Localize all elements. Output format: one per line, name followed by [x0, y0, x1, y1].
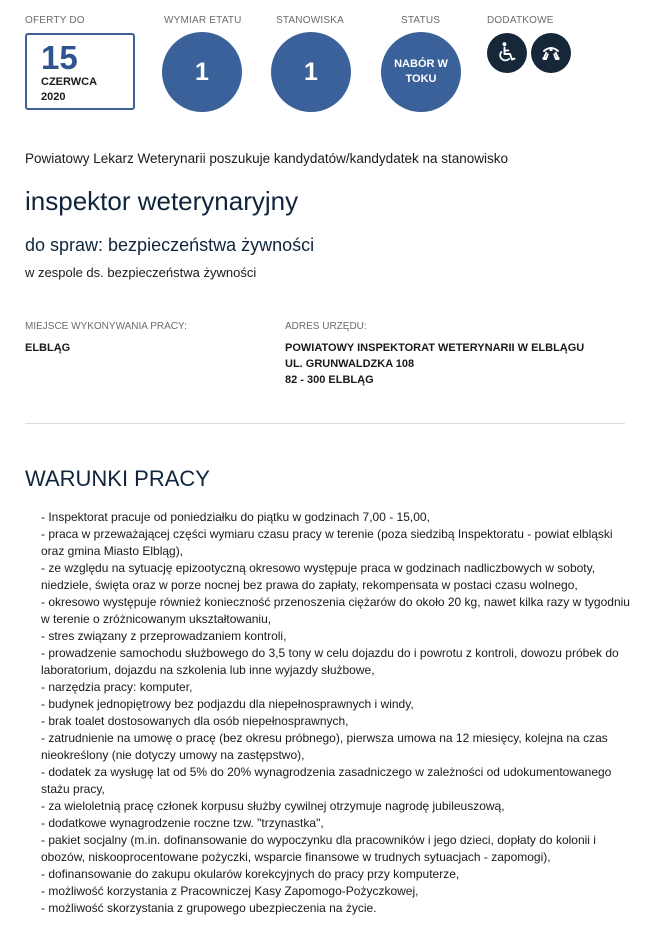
extra-label: DODATKOWE: [487, 15, 554, 26]
condition-item: - brak toalet dostosowanych dla osób niepełnosprawnych,: [41, 714, 349, 728]
condition-item: - za wieloletnią pracę członek korpusu służby cywilnej otrzymuje nagrodę jubileuszową,: [41, 799, 505, 813]
etat-value: 1: [195, 57, 209, 86]
address-label: ADRES URZĘDU:: [285, 321, 367, 332]
condition-item: - budynek jednopiętrowy bez podjazdu dla niepełnosprawnych i windy,: [41, 697, 414, 711]
workplace-value: ELBLĄG: [25, 342, 71, 354]
condition-item: - narzędzia pracy: komputer,: [41, 680, 193, 694]
condition-item: - możliwość skorzystania z grupowego ubezpieczenia na życie.: [41, 901, 377, 915]
condition-item: - dodatek za wysługę lat od 5% do 20% wynagrodzenia zasadniczego w zależności od udokumentowanego stażu pracy,: [41, 765, 612, 796]
job-subtitle: do spraw: bezpieczeństwa żywności: [25, 235, 315, 255]
conditions-list: [41, 509, 631, 917]
workplace-label: MIEJSCE WYKONYWANIA PRACY:: [25, 321, 187, 332]
offer-summary-bar: [0, 0, 655, 120]
deadline-month: CZERWCA: [41, 76, 98, 88]
condition-item: - zatrudnienie na umowę o pracę (bez okresu próbnego), pierwsza umowa na 12 miesięcy, kolejna na czas nieokreślony (nie dotyczy umowy na zastępstwo),: [41, 731, 608, 762]
hearing-loop-icon: [531, 33, 571, 73]
condition-item: - okresowo występuje również konieczność przenoszenia ciężarów do około 20 kg, nawet kilka razy w tygodniu w terenie o zróżnicowanym ukształtowaniu,: [41, 595, 630, 626]
conditions-title: WARUNKI PRACY: [25, 466, 210, 491]
deadline-year: 2020: [41, 91, 66, 103]
condition-item: - możliwość korzystania z Pracowniczej Kasy Zapomogo-Pożyczkowej,: [41, 884, 419, 898]
positions-value: 1: [304, 57, 318, 86]
address-line-2: UL. GRUNWALDZKA 108: [285, 358, 415, 370]
offer-deadline-box: [25, 33, 135, 110]
etat-badge: [162, 32, 242, 112]
address-line-3: 82 - 300 ELBLĄG: [285, 374, 374, 386]
condition-item: - Inspektorat pracuje od poniedziałku do piątku w godzinach 7,00 - 15,00,: [41, 510, 430, 524]
condition-item: - ze względu na sytuację epizootyczną okresowo występuje praca w godzinach nadliczbowych w soboty, niedziele, święta oraz w porze nocnej bez prawa do zapłaty, rekompensata w postaci czasu wolnego,: [41, 561, 596, 592]
condition-item: - dofinansowanie do zakupu okularów korekcyjnych do pracy przy komputerze,: [41, 867, 460, 881]
address-line-1: POWIATOWY INSPEKTORAT WETERYNARII W ELBLĄGU: [285, 342, 585, 354]
status-badge: [381, 32, 461, 112]
condition-item: - pakiet socjalny (m.in. dofinansowanie do wypoczynku dla pracowników i jego dzieci, dopłaty do kolonii i obozów, niskooprocentowane pożyczki, wsparcie finansowe w trudnych sytuacjach - zapomogi),: [41, 833, 596, 864]
job-lead-text: Powiatowy Lekarz Weterynarii poszukuje kandydatów/kandydatek na stanowisko: [25, 151, 509, 166]
job-team: w zespole ds. bezpieczeństwa żywności: [25, 265, 257, 280]
status-value: NABÓR W TOKU: [394, 58, 448, 85]
positions-badge: [271, 32, 351, 112]
section-divider: [25, 423, 625, 424]
condition-item: - stres związany z przeprowadzaniem kontroli,: [41, 629, 287, 643]
offer-deadline-label: OFERTY DO: [25, 15, 85, 26]
condition-item: - dodatkowe wynagrodzenie roczne tzw. "trzynastka",: [41, 816, 324, 830]
condition-item: - prowadzenie samochodu służbowego do 3,5 tony w celu dojazdu do i powrotu z kontroli, dowozu próbek do laboratorium, dojazdu na szkolenia lub inne wyjazdy służbowe,: [41, 646, 619, 677]
wheelchair-icon: [487, 33, 527, 73]
etat-label: WYMIAR ETATU: [164, 15, 242, 26]
job-title: inspektor weterynaryjny: [25, 186, 299, 216]
condition-item: - praca w przeważającej części wymiaru czasu pracy w terenie (poza siedzibą Inspektoratu - powiat elbląski oraz gmina Miasto Elbląg),: [41, 527, 613, 558]
positions-label: STANOWISKA: [276, 15, 344, 26]
deadline-day: 15: [41, 39, 78, 76]
status-label: STATUS: [401, 15, 441, 26]
